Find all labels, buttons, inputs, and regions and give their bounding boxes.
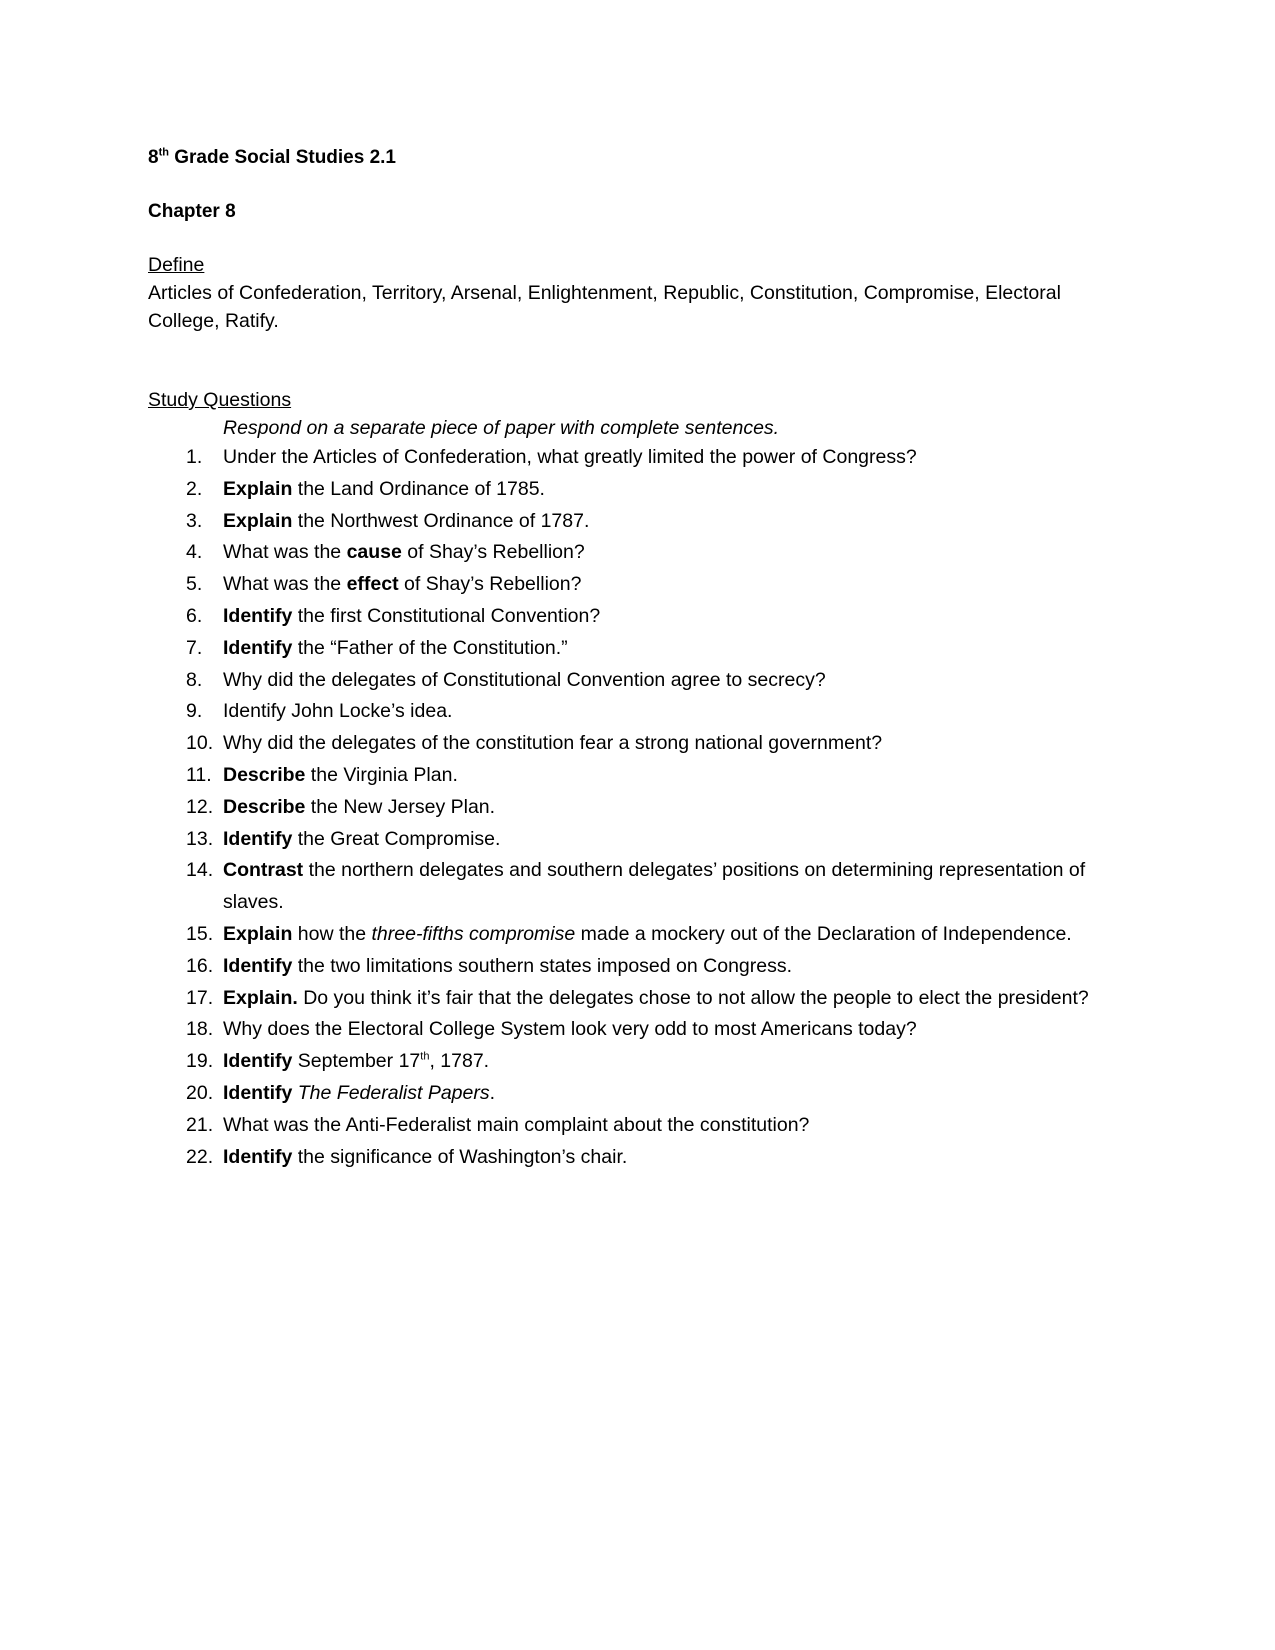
question-number: 18.	[186, 1018, 214, 1041]
question-keyword: effect	[346, 573, 399, 596]
question-text	[223, 1046, 1108, 1078]
question-number: 7.	[186, 636, 203, 659]
question-text-part: the “Father of the Constitution.”	[292, 636, 568, 659]
question-text	[223, 919, 1108, 951]
question-text-part: , 1787.	[429, 1050, 490, 1073]
question-item	[148, 855, 1108, 919]
question-item	[148, 506, 1108, 538]
question-text-part: What was the	[223, 541, 347, 564]
question-number: 2.	[186, 477, 203, 500]
question-text-part: Identify John Locke’s idea.	[223, 700, 453, 723]
question-text-part: of Shay’s Rebellion?	[398, 573, 582, 596]
question-number: 11.	[186, 763, 212, 786]
study-instructions: Respond on a separate piece of paper with complete sentences.	[223, 417, 780, 439]
question-keyword: Identify	[223, 1081, 293, 1104]
question-number: 9.	[186, 700, 203, 723]
question-text	[223, 792, 1108, 824]
question-number: 16.	[186, 954, 214, 977]
question-text	[223, 569, 1108, 601]
question-item	[148, 919, 1108, 951]
question-text-part: the Great Compromise.	[292, 827, 501, 850]
question-text	[223, 474, 1108, 506]
question-item	[148, 1014, 1108, 1046]
question-text-part: What was the	[223, 573, 347, 596]
question-text	[223, 537, 1108, 569]
question-item	[148, 665, 1108, 697]
question-keyword: Describe	[223, 795, 306, 818]
question-item	[148, 1110, 1108, 1142]
question-number: 17.	[186, 986, 214, 1009]
chapter-heading: Chapter 8	[148, 201, 236, 222]
question-text	[223, 442, 1108, 474]
worksheet-page	[148, 146, 1108, 1173]
question-text	[223, 1142, 1108, 1174]
question-keyword: Identify	[223, 827, 293, 850]
question-number: 10.	[186, 732, 214, 755]
question-number: 8.	[186, 668, 203, 691]
question-keyword: Explain	[223, 509, 293, 532]
question-keyword: Identify	[223, 604, 293, 627]
title-rest: Grade Social Studies 2.1	[168, 147, 397, 168]
question-number: 22.	[186, 1145, 214, 1168]
question-keyword: Identify	[223, 1145, 293, 1168]
question-title-italic: The Federalist Papers	[297, 1081, 490, 1104]
question-number: 14.	[186, 859, 214, 882]
question-text-part: of Shay’s Rebellion?	[401, 541, 585, 564]
question-keyword: Describe	[223, 763, 306, 786]
document-title	[148, 146, 1108, 170]
question-text-part: Why did the delegates of Constitutional Convention agree to secrecy?	[223, 668, 826, 691]
question-text	[223, 601, 1108, 633]
question-keyword: Identify	[223, 1050, 293, 1073]
question-text	[223, 951, 1108, 983]
question-text	[223, 1110, 1108, 1142]
question-superscript: th	[420, 1050, 430, 1063]
question-text	[223, 696, 1108, 728]
question-item	[148, 633, 1108, 665]
question-item	[148, 983, 1108, 1015]
question-text-part: the significance of Washington’s chair.	[292, 1145, 628, 1168]
question-item	[148, 824, 1108, 856]
question-text-part: Why does the Electoral College System look very odd to most Americans today?	[223, 1018, 917, 1041]
question-text	[223, 824, 1108, 856]
question-text	[223, 665, 1108, 697]
question-keyword: Explain	[223, 922, 293, 945]
question-number: 3.	[186, 509, 203, 532]
question-text	[223, 983, 1108, 1015]
question-item	[148, 537, 1108, 569]
question-keyword: Identify	[223, 636, 293, 659]
define-heading: Define	[148, 254, 205, 276]
question-item	[148, 792, 1108, 824]
question-text-part: Under the Articles of Confederation, what greatly limited the power of Congress?	[223, 446, 917, 468]
question-text-part: the New Jersey Plan.	[305, 795, 496, 818]
question-text	[223, 728, 1108, 760]
question-text-part: the Land Ordinance of 1785.	[292, 477, 545, 500]
question-keyword: Explain	[223, 477, 293, 500]
question-item	[148, 474, 1108, 506]
question-number: 1.	[186, 446, 203, 468]
question-text	[223, 633, 1108, 665]
question-item	[148, 728, 1108, 760]
question-number: 13.	[186, 827, 214, 850]
question-text-part: Why did the delegates of the constitution fear a strong national government?	[223, 732, 883, 755]
question-number: 5.	[186, 573, 203, 596]
question-title-italic: three-fifths compromise	[371, 922, 576, 945]
question-number: 4.	[186, 541, 203, 564]
question-text-part: the Virginia Plan.	[305, 763, 458, 786]
question-item	[148, 1046, 1108, 1078]
question-text-part: Do you think it’s fair that the delegates chose to not allow the people to elect the president?	[297, 986, 1089, 1009]
question-text	[223, 1078, 1108, 1110]
question-item	[148, 569, 1108, 601]
define-terms: Articles of Confederation, Territory, Arsenal, Enlightenment, Republic, Constitution, Compromise, Electoral College, Ratify.	[148, 282, 1061, 332]
question-text	[223, 760, 1108, 792]
title-superscript: th	[158, 146, 169, 159]
question-text-part: What was the Anti-Federalist main complaint about the constitution?	[223, 1113, 810, 1136]
question-text-part: .	[489, 1081, 496, 1104]
study-questions-heading: Study Questions	[148, 389, 292, 411]
question-text	[223, 506, 1108, 538]
question-item	[148, 1142, 1108, 1174]
question-text-part: September 17	[292, 1050, 421, 1073]
question-text-part: made a mockery out of the Declaration of Independence.	[575, 922, 1072, 945]
question-item	[148, 951, 1108, 983]
question-item	[148, 601, 1108, 633]
question-number: 20.	[186, 1081, 214, 1104]
question-text-part: the northern delegates and southern delegates’ positions on determining representation of slaves.	[223, 859, 1086, 914]
question-keyword: Explain.	[223, 986, 298, 1009]
question-item	[148, 760, 1108, 792]
question-number: 21.	[186, 1113, 214, 1136]
question-number: 12.	[186, 795, 214, 818]
question-number: 6.	[186, 604, 203, 627]
question-text-part: the Northwest Ordinance of 1787.	[292, 509, 590, 532]
question-keyword: cause	[346, 541, 402, 564]
question-text-part: the first Constitutional Convention?	[292, 604, 601, 627]
question-item	[148, 1078, 1108, 1110]
question-text-part: the two limitations southern states imposed on Congress.	[292, 954, 793, 977]
question-number: 15.	[186, 922, 214, 945]
question-keyword: Contrast	[223, 859, 304, 882]
title-grade: 8	[148, 147, 159, 168]
question-item	[148, 442, 1108, 474]
question-item	[148, 696, 1108, 728]
question-text	[223, 1014, 1108, 1046]
question-text	[223, 855, 1108, 919]
question-text-part: how the	[292, 922, 372, 945]
question-keyword: Identify	[223, 954, 293, 977]
question-number: 19.	[186, 1050, 214, 1073]
question-list	[148, 442, 1108, 1173]
